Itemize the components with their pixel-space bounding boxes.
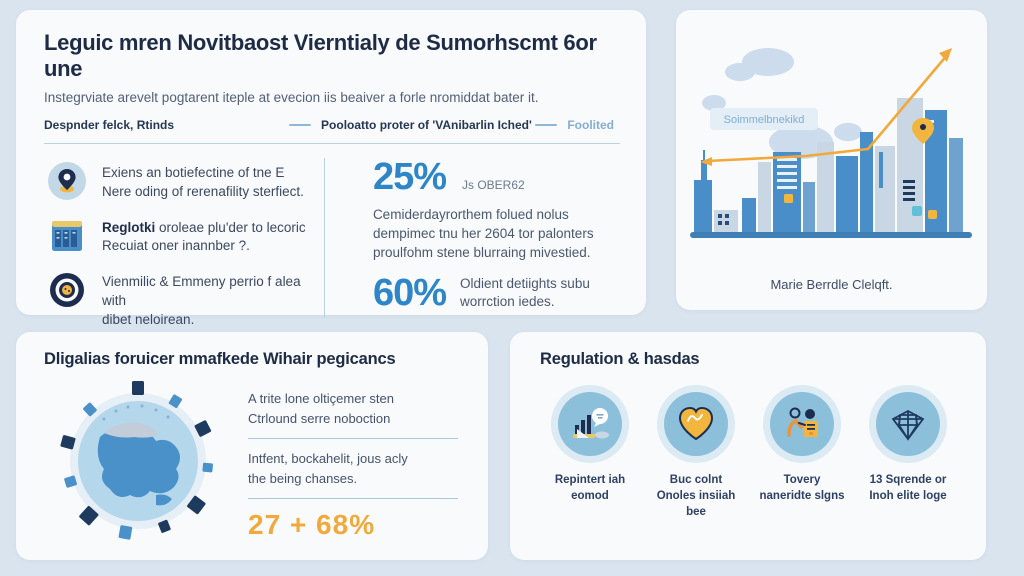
stat-caption: Oldient detiights subu worrction iedes.	[460, 276, 590, 310]
markets-points	[248, 377, 464, 550]
regulation-item	[540, 385, 640, 520]
meta-center	[289, 118, 532, 132]
heart-icon	[664, 392, 728, 456]
regulation-item	[858, 385, 958, 520]
stat-value: 25%	[372, 155, 446, 198]
markets-point-line: Intfent, bockahelit, jous acly	[248, 451, 408, 466]
feature-item	[48, 162, 324, 202]
dash-divider	[535, 124, 557, 126]
dash-divider	[289, 124, 311, 126]
overview-panel	[16, 10, 646, 328]
chart-caption: Marie Berrdle Clelqft.	[770, 277, 893, 292]
meta-center-label: Pooloatto proter of 'VAnibarlin Iched'	[321, 117, 532, 132]
regulation-label-line: Onoles insiiah bee	[656, 490, 736, 519]
markets-stat: 27 + 68%	[248, 509, 376, 540]
regulation-label-line: Buc colnt	[669, 474, 723, 486]
regulation-item-label	[555, 472, 625, 504]
feature-line: Nere oding of rerenafility sterfiect.	[102, 183, 304, 199]
regulation-item-label	[869, 472, 946, 504]
markets-point	[248, 449, 458, 488]
page-subtitle: Instegrviate arevelt pogtarent iteple at evecion iis beaiver a forle nromiddat bater it.	[44, 89, 539, 105]
feature-bold-word: Reglotki	[102, 219, 156, 235]
regulation-item-label	[646, 472, 746, 520]
meta-left	[44, 118, 174, 132]
markets-point-line: A trite lone oltiçemer sten	[248, 391, 394, 406]
globe-wireframe-icon	[876, 392, 940, 456]
feature-text	[102, 271, 324, 330]
markets-point-line: Ctrlound serre noboction	[248, 410, 391, 426]
markets-point-line: the being chanses.	[248, 470, 358, 486]
chart-badge-label: Soimmelbnekikd	[723, 114, 805, 126]
stat-description: Cemiderdayrorthem folued nolus dempimec tnu her 2604 tor palonters proulfohm stene blurraing mivestied.	[372, 206, 594, 261]
feature-line	[102, 219, 306, 238]
calendar-icon	[48, 217, 86, 255]
page-title: Leguic mren Novitbaost Vierntialy de Sumorhscmt 6or une	[44, 30, 597, 82]
feature-text	[102, 217, 306, 257]
markets-panel	[16, 332, 488, 560]
feature-line: dibet neloirean.	[102, 312, 195, 328]
regulation-label-line: Inoh elite loge	[869, 490, 947, 503]
feature-line: Recuiat oner inannber ?.	[102, 238, 250, 254]
bar-chart-bubble-icon	[558, 392, 622, 456]
stat-25	[372, 155, 620, 198]
regulation-label-line: naneridte slgns	[759, 490, 845, 503]
regulation-label-line: eomod	[571, 490, 609, 503]
city-skyline-growth-illustration	[676, 10, 987, 270]
meta-left-label: Despnder felck, Rtinds	[44, 117, 175, 132]
location-pin-icon	[48, 162, 86, 200]
markets-title: Dligalias foruicer mmafkede Wihair pegicancs	[44, 350, 396, 368]
chart-badge	[710, 108, 818, 130]
regulation-item	[646, 385, 746, 520]
target-icon	[48, 271, 86, 309]
feature-item	[48, 271, 324, 330]
regulation-label-line: Repintert iah	[554, 474, 626, 486]
city-growth-panel	[676, 10, 987, 310]
regulation-label-line: 13 Sqrende or	[869, 474, 947, 486]
horizontal-divider	[248, 498, 458, 499]
globe-illustration	[38, 377, 238, 545]
feature-list	[44, 158, 325, 328]
stat-caption: Js OBER62	[462, 177, 525, 192]
feature-line-rest: oroleae plu'der to lecoric	[155, 219, 306, 235]
regulation-item	[752, 385, 852, 520]
person-search-icon	[770, 392, 834, 456]
meta-right	[535, 118, 614, 132]
feature-line: Vienmilic & Emmeny perrio f alea with	[102, 274, 301, 309]
meta-row	[44, 118, 620, 132]
stat-value: 60%	[372, 272, 446, 315]
markets-point	[248, 389, 458, 428]
stats-column	[325, 155, 620, 318]
regulation-label-line: Tovery	[783, 474, 821, 486]
regulation-title: Regulation & hasdas	[540, 350, 700, 368]
regulation-panel	[510, 332, 986, 560]
horizontal-divider	[248, 438, 458, 439]
feature-line: Exiens an botiefectine of tne E	[102, 164, 285, 180]
stat-60	[372, 272, 620, 315]
feature-text	[102, 162, 304, 202]
meta-right-label: Foolited	[567, 117, 614, 132]
feature-item	[48, 217, 324, 257]
cloud-icon	[702, 48, 862, 159]
regulation-item-label	[760, 472, 845, 504]
